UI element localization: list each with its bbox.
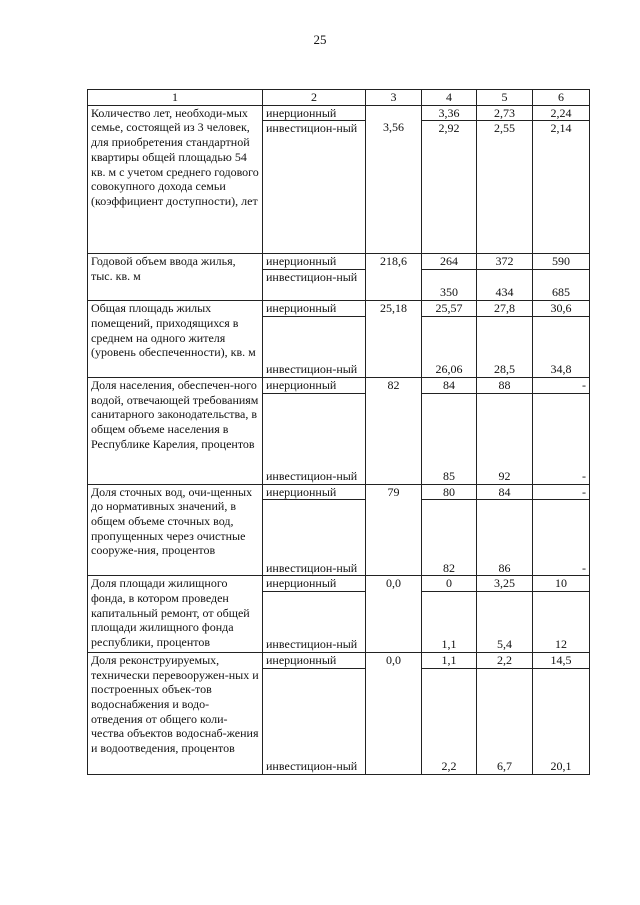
value-cell: 2,73	[477, 105, 533, 121]
value-cell: 82	[422, 500, 477, 576]
value-cell: 6,7	[477, 668, 533, 774]
header-row	[88, 90, 590, 106]
scenario-investment: инвестицион-ный	[263, 668, 366, 774]
scenario-inertial: инерционный	[263, 484, 366, 500]
value-cell: 685	[533, 270, 590, 301]
value-cell: 1,1	[422, 591, 477, 652]
value-cell: 350	[422, 270, 477, 301]
value-cell: 26,06	[422, 316, 477, 377]
base-value: 0,0	[366, 576, 422, 653]
value-cell: 5,4	[477, 591, 533, 652]
value-cell: 2,92	[422, 121, 477, 254]
indicator-cell: Количество лет, необходи-мых семье, состоящей из 3 человек, для приобретения стандартной квартиры общей площадью 54 кв. м с учетом среднего годового совокупного дохода семьи (коэффициент доступности), лет	[88, 105, 263, 254]
value-cell: 434	[477, 270, 533, 301]
value-cell: -	[533, 500, 590, 576]
value-cell: 34,8	[533, 316, 590, 377]
value-cell: 3,25	[477, 576, 533, 592]
value-cell: 30,6	[533, 301, 590, 317]
scenario-investment: инвестицион-ный	[263, 121, 366, 254]
table-row	[88, 652, 590, 668]
scenario-investment: инвестицион-ный	[263, 316, 366, 377]
header-cell-6: 6	[533, 90, 590, 106]
indicator-cell: Доля сточных вод, очи-щенных до нормативных значений, в общем объеме сточных вод, пропущенных через очистные сооруже-ния, процентов	[88, 484, 263, 576]
base-value: 25,18	[366, 301, 422, 378]
value-cell: 84	[477, 484, 533, 500]
value-cell: 14,5	[533, 652, 590, 668]
value-cell: 84	[422, 377, 477, 393]
table-row	[88, 301, 590, 317]
value-cell: 27,8	[477, 301, 533, 317]
value-cell: 372	[477, 254, 533, 270]
table-row	[88, 254, 590, 270]
table-row	[88, 484, 590, 500]
value-cell: -	[533, 484, 590, 500]
indicator-cell: Общая площадь жилых помещений, приходящихся в среднем на одного жителя (уровень обеспеченности), кв. м	[88, 301, 263, 378]
base-value: 79	[366, 484, 422, 576]
scenario-inertial: инерционный	[263, 105, 366, 121]
value-cell: 590	[533, 254, 590, 270]
scenario-inertial: инерционный	[263, 652, 366, 668]
header-cell-4: 4	[422, 90, 477, 106]
table-row	[88, 105, 590, 121]
header-cell-1: 1	[88, 90, 263, 106]
base-value: 82	[366, 377, 422, 484]
value-cell: 3,36	[422, 105, 477, 121]
value-cell: -	[533, 377, 590, 393]
indicator-cell: Доля реконструируемых, технически перевооружен-ных и построенных объек-тов водоснабжения и водо-отведения от общего коли-чества объектов водоснаб-жения и водоотведения, процентов	[88, 652, 263, 774]
table-row	[88, 576, 590, 592]
value-cell: 92	[477, 393, 533, 484]
value-cell: 1,1	[422, 652, 477, 668]
value-cell: 25,57	[422, 301, 477, 317]
value-cell: 12	[533, 591, 590, 652]
scenario-investment: инвестицион-ный	[263, 393, 366, 484]
value-cell: 2,14	[533, 121, 590, 254]
value-cell: 0	[422, 576, 477, 592]
base-value: 218,6	[366, 254, 422, 301]
header-cell-2: 2	[263, 90, 366, 106]
value-cell: 2,55	[477, 121, 533, 254]
scenario-inertial: инерционный	[263, 576, 366, 592]
scenario-investment: инвестицион-ный	[263, 270, 366, 301]
value-cell: 2,2	[422, 668, 477, 774]
base-value: 3,56	[366, 105, 422, 254]
base-value: 0,0	[366, 652, 422, 774]
scenario-inertial: инерционный	[263, 254, 366, 270]
value-cell: 28,5	[477, 316, 533, 377]
value-cell: -	[533, 393, 590, 484]
value-cell: 88	[477, 377, 533, 393]
page-number: 25	[313, 32, 327, 47]
indicator-cell: Доля населения, обеспечен-ного водой, отвечающей требованиям санитарного законодательства, в общем объеме населения в Республике Карелия, процентов	[88, 377, 263, 484]
scenario-investment: инвестицион-ный	[263, 591, 366, 652]
indicators-table	[87, 89, 590, 775]
header-cell-3: 3	[366, 90, 422, 106]
value-cell: 2,24	[533, 105, 590, 121]
value-cell: 10	[533, 576, 590, 592]
header-cell-5: 5	[477, 90, 533, 106]
indicator-cell: Доля площади жилищного фонда, в котором проведен капитальный ремонт, от общей площади жилищного фонда республики, процентов	[88, 576, 263, 653]
value-cell: 80	[422, 484, 477, 500]
value-cell: 264	[422, 254, 477, 270]
scenario-inertial: инерционный	[263, 301, 366, 317]
value-cell: 2,2	[477, 652, 533, 668]
value-cell: 86	[477, 500, 533, 576]
table-row	[88, 377, 590, 393]
value-cell: 85	[422, 393, 477, 484]
scenario-investment: инвестицион-ный	[263, 500, 366, 576]
scenario-inertial: инерционный	[263, 377, 366, 393]
value-cell: 20,1	[533, 668, 590, 774]
indicator-cell: Годовой объем ввода жилья, тыс. кв. м	[88, 254, 263, 301]
